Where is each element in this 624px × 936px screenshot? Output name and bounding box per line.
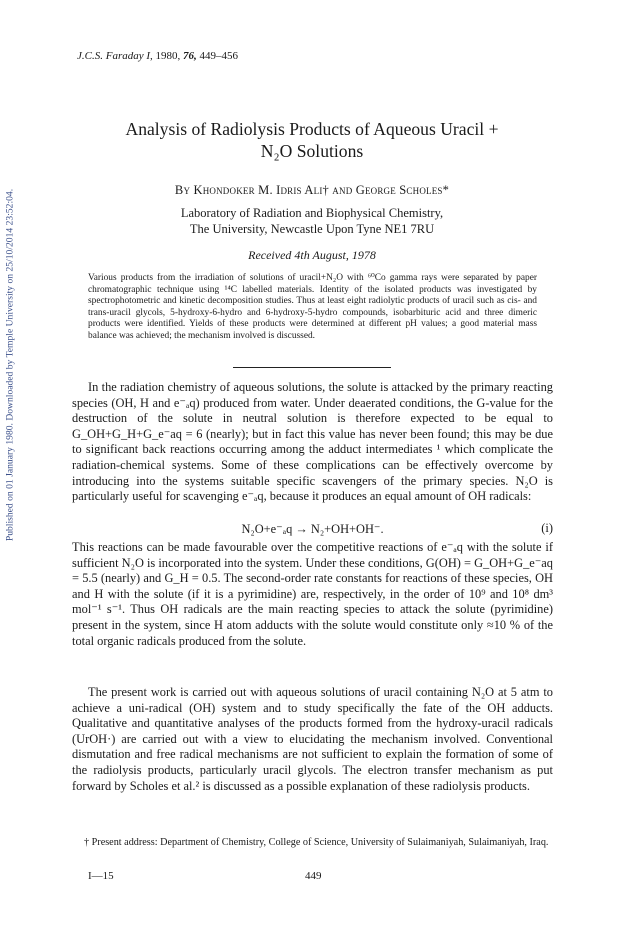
title-line-2: N₂O Solutions [260, 141, 364, 161]
paragraph-3: The present work is carried out with aqueous solutions of uracil containing N₂O at 5 atm to achieve a uni-radical (OH) system and to study specifically the fate of the OH adducts. Qualitative and quantitative analyses of the products formed from the hydroxy-uracil radicals (UrOH·) are carried out with a view to elucidating the mechanism involved. Conventional dismutation and free radical mechanisms are not sufficient to explain the formation of some of the radiolysis products, particularly uracil glycols. The electron transfer mechanism as put forward by Scholes et al.² is discussed as a possible explanation of these radiolysis products. [72, 685, 553, 793]
affiliation-line-2: The University, Newcastle Upon Tyne NE1 7RU [189, 222, 435, 236]
equation-number: (i) [541, 521, 553, 535]
page-number: 449 [305, 870, 322, 882]
download-watermark-text: Published on 01 January 1980. Downloaded by Temple University on 25/10/2014 23:52:04. [4, 188, 16, 542]
journal-name: J.C.S. Faraday I, [77, 50, 153, 62]
journal-pages: 449–456 [199, 50, 239, 62]
paper-title [90, 118, 534, 162]
section-divider [233, 367, 391, 368]
download-watermark [4, 150, 16, 580]
affiliation-line-1: Laboratory of Radiation and Biophysical Chemistry, [180, 206, 444, 220]
equation-text: N₂O+e⁻ₐq → N₂+OH+OH⁻. [241, 522, 384, 536]
paragraph-1: In the radiation chemistry of aqueous solutions, the solute is attacked by the primary reacting species (OH, H and e⁻ₐq) produced from water. Under deaerated conditions, the G-value for the destruction of the solute in neutral solution is therefore expected to be equal to G_OH+G_H+G_e⁻aq = 6 (nearly); but in fact this value has never been found; this may be due to significant back reactions occurring among the adduct intermediates ¹ which complicate the radiation-chemical systems. Some of these complications can be effectively overcome by introducing into the systems suitable specific scavengers of the primary species. N₂O is particularly useful for scavenging e⁻ₐq, because it produces an equal amount of OH radicals: [72, 380, 553, 504]
journal-volume: 76, [183, 50, 197, 62]
authors: By Khondoker M. Idris Ali† and George Scholes* [174, 183, 450, 197]
equation-i [72, 521, 553, 537]
footnote: † Present address: Department of Chemistry, College of Science, University of Sulaimaniyah, Sulaimaniyah, Iraq. [84, 837, 549, 848]
journal-reference [77, 50, 238, 62]
title-line-1: Analysis of Radiolysis Products of Aqueous Uracil + [125, 119, 499, 139]
signature-mark: I—15 [88, 870, 114, 882]
affiliation [60, 205, 564, 237]
abstract: Various products from the irradiation of solutions of uracil+N₂O with ⁶⁰Co gamma rays were separated by paper chromatographic technique using ¹⁴C labelled materials. Identity of the isolated products was investigated by spectrophotometric and kinetic decomposition studies. Thus at least eight radiolytic products of uracil such as cis- and trans-uracil glycols, 5-hydroxy-6-hydro and 6-hydroxy-5-hydro compounds, isobarbituric acid and three dimeric products were identified. Yields of these products were determined at different pH values; a good material mass balance was achieved; the mechanism involved is discussed. [88, 273, 537, 341]
journal-year: 1980, [155, 50, 181, 62]
paragraph-2: This reactions can be made favourable over the competitive reactions of e⁻ₐq with the solute if sufficient N₂O is incorporated into the system. Under these conditions, G(OH) = G_OH+G_e⁻aq = 5.5 (nearly) and G_H = 0.5. The second-order rate constants for reactions of these species, OH and H with the solute (if it is a pyrimidine) are, respectively, in the order of 10⁹ and 10⁸ dm³ mol⁻¹ s⁻¹. Thus OH radicals are the main reacting species to attack the solute (pyrimidine) present in the system, since H atom adducts with the solute would constitute only ≈10 % of the total organic radicals produced from the solute. [72, 540, 553, 648]
received-date: Received 4th August, 1978 [248, 248, 376, 262]
